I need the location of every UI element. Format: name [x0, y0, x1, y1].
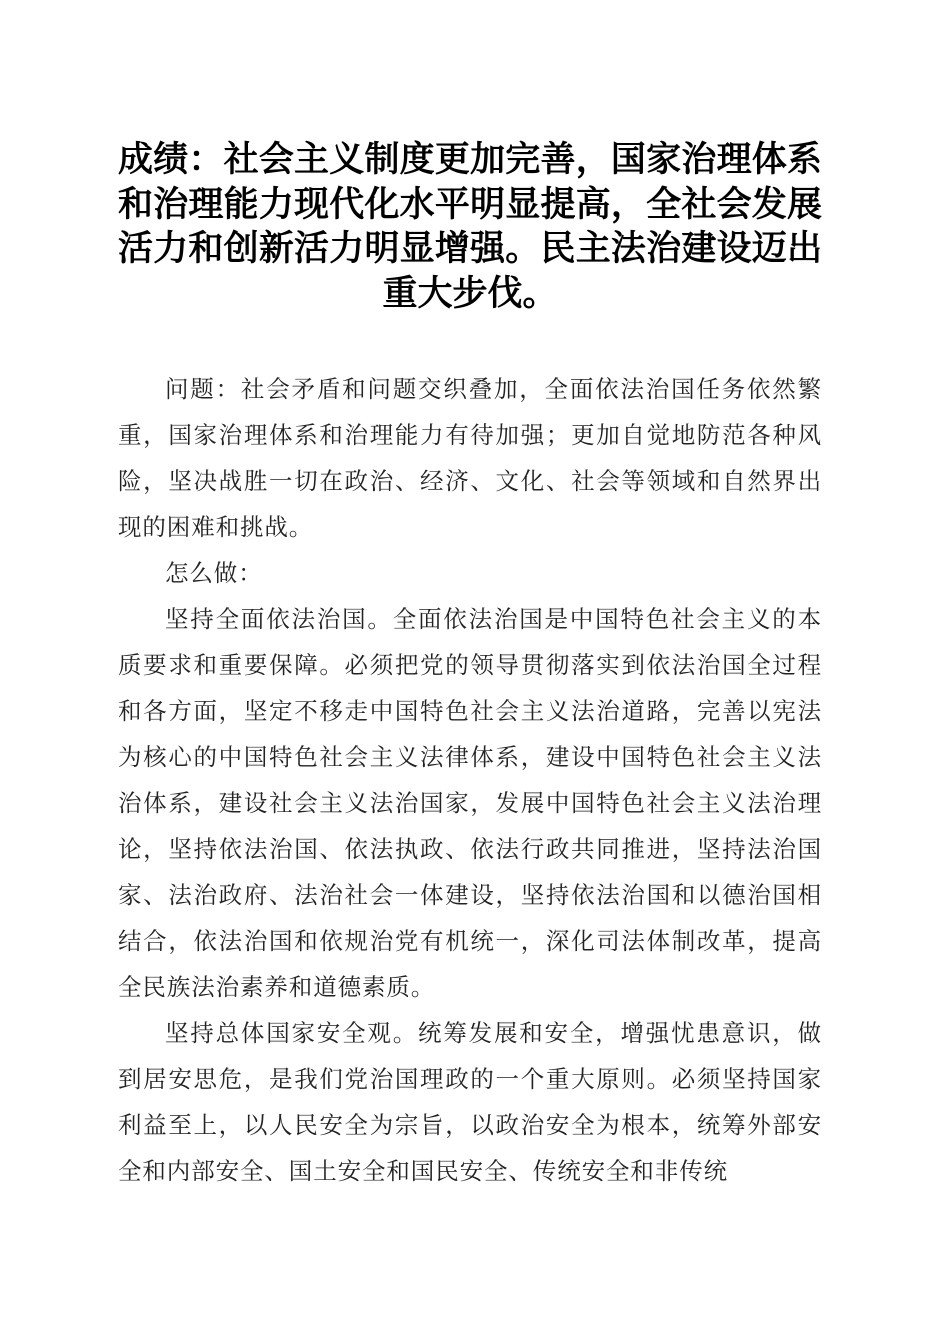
paragraph-how-to: 怎么做： — [165, 559, 263, 587]
document-title: 成绩：社会主义制度更加完善，国家治理体系和治理能力现代化水平明显提高，全社会发展活力和创新活力明显增强。民主法治建设迈出重大步伐。 — [118, 139, 822, 314]
paragraph-problem: 问题：社会矛盾和问题交织叠加，全面依法治国任务依然繁重，国家治理体系和治理能力有待加强；更加自觉地防范各种风险，坚决战胜一切在政治、经济、文化、社会等领域和自然界出现的困难和挑战。 — [118, 375, 822, 541]
document-page — [118, 138, 822, 1194]
document-body — [118, 366, 822, 1194]
paragraph-national-security: 坚持总体国家安全观。统筹发展和安全，增强忧患意识，做到居安思危，是我们党治国理政的一个重大原则。必须坚持国家利益至上，以人民安全为宗旨，以政治安全为根本，统筹外部安全和内部安全、国土安全和国民安全、传统安全和非传统 — [118, 1019, 822, 1185]
paragraph-rule-of-law: 坚持全面依法治国。全面依法治国是中国特色社会主义的本质要求和重要保障。必须把党的领导贯彻落实到依法治国全过程和各方面，坚定不移走中国特色社会主义法治道路，完善以宪法为核心的中国特色社会主义法律体系，建设中国特色社会主义法治体系，建设社会主义法治国家，发展中国特色社会主义法治理论，坚持依法治国、依法执政、依法行政共同推进，坚持法治国家、法治政府、法治社会一体建设，坚持依法治国和以德治国相结合，依法治国和依规治党有机统一，深化司法体制改革，提高全民族法治素养和道德素质。 — [118, 605, 822, 1001]
